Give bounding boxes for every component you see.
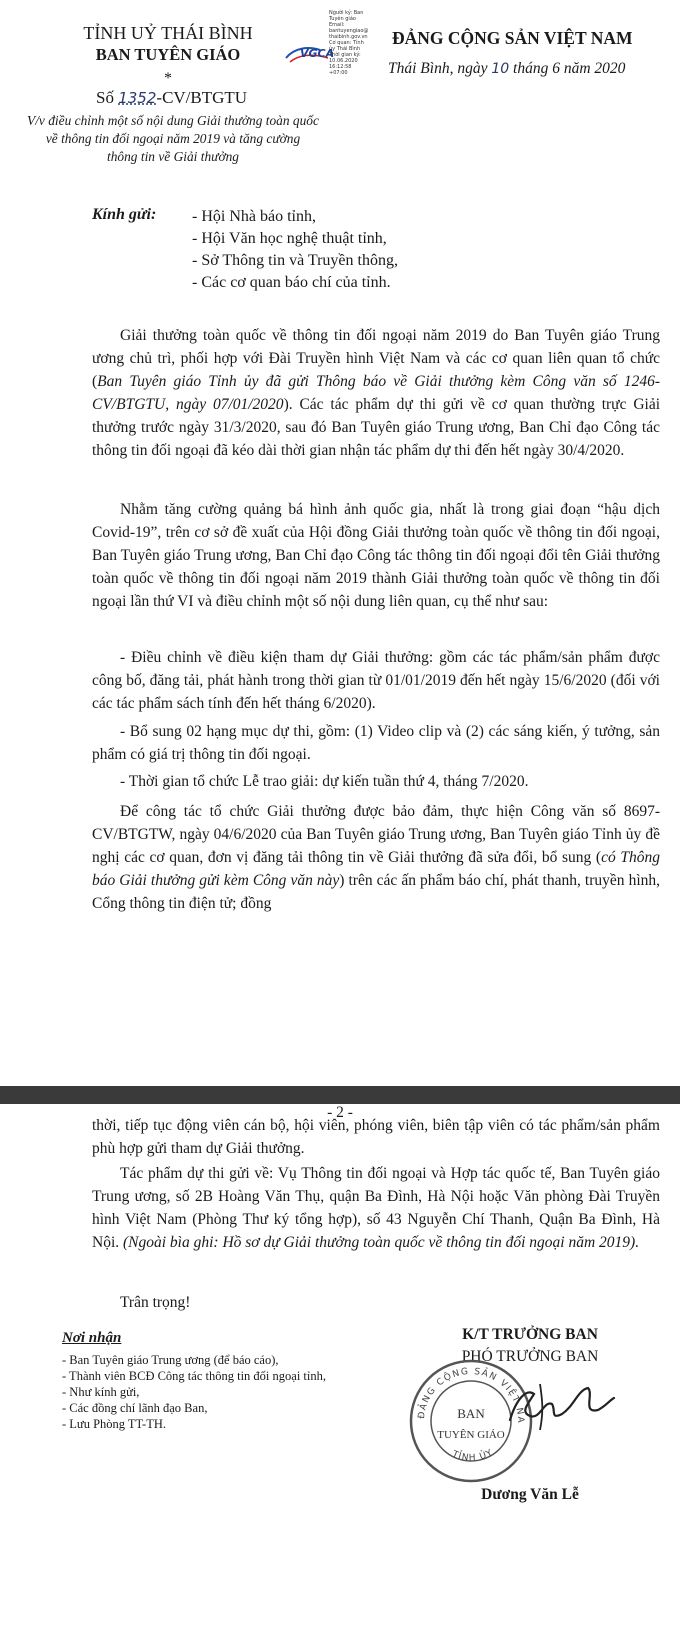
footer-recipient: - Như kính gửi,: [62, 1385, 140, 1399]
subject-line: về thông tin đối ngoại năm 2019 và tăng cường: [45, 131, 301, 146]
doc-number-handwritten: 1352: [118, 89, 157, 107]
doc-number: [96, 88, 247, 108]
paragraph-3-text: Để công tác tổ chức Giải thưởng được bảo đảm, thực hiện Công văn số 8697-CV/BTGTW, ngày 04/6/2020 của Ban Tuyên giáo Trung ương, Ban Tuyên giáo Tỉnh ủy đề nghị các cơ quan, đơn vị đăng tải thông tin về Giải thưởng đã sửa đổi, bổ sung (: [92, 803, 660, 866]
org-header: [68, 22, 268, 86]
footer-recipient: - Các đồng chí lãnh đạo Ban,: [62, 1401, 208, 1415]
stamp-center-2: TUYÊN GIÁO: [437, 1429, 505, 1441]
recipients-list: [192, 206, 398, 294]
bullet-3: - Thời gian tổ chức Lễ trao giải: dự kiến tuần thứ 4, tháng 7/2020.: [120, 773, 529, 790]
paragraph-1-italic: Ban Tuyên giáo Tỉnh ủy đã gửi Thông báo về Giải thưởng kèm Công văn số 1246-CV/BTGTU, ngày 07/01/2020: [92, 373, 660, 413]
esign-line: Người ký: Ban: [329, 10, 364, 16]
stamp-ring-text: ĐẢNG CỘNG SẢN VIỆT NA: [416, 1366, 526, 1425]
page-break-bar: [0, 1086, 680, 1104]
paragraph-send: [92, 1162, 660, 1254]
handwritten-signature: [470, 1370, 620, 1440]
esign-line: ủy Thái Bình: [329, 46, 361, 52]
esign-line: Tuyên giáo: [329, 16, 356, 22]
doc-number-suffix: -CV/BTGTU: [156, 88, 248, 107]
esign-logo-text: VGCA: [300, 47, 335, 60]
paragraph-1-text-end: ). Các tác phẩm dự thi gửi về cơ quan thường trực Giải thưởng trước ngày 31/3/2020, sau đó Ban Tuyên giáo Trung ương, Ban Chỉ đạo Công tác thông tin đối ngoại đã kéo dài thời gian nhận tác phẩm dự thi đến hết ngày 30/4/2020.: [92, 396, 660, 459]
recipients-title: Nơi nhận: [62, 1330, 122, 1346]
paragraph-continued: thời, tiếp tục động viên cán bộ, hội viên, phóng viên, biên tập viên có tác phẩm/sản phẩm phù hợp gửi tham dự Giải thưởng.: [92, 1117, 660, 1157]
page-number: - 2 -: [327, 1104, 353, 1121]
recipient-item: - Hội Nhà báo tỉnh,: [192, 208, 316, 225]
subject-line: V/v điều chỉnh một số nội dung Giải thưởng toàn quốc: [27, 113, 319, 128]
paragraph-3: [92, 800, 660, 915]
esign-line: thaibinh.gov.vn: [329, 34, 368, 40]
org-star: *: [164, 70, 172, 87]
doc-number-prefix: Số: [96, 88, 114, 107]
date-line: [388, 60, 625, 78]
signer-role-1: K/T TRƯỞNG BAN: [462, 1326, 598, 1343]
footer-recipient: - Ban Tuyên giáo Trung ương (để báo cáo),: [62, 1353, 279, 1367]
esign-line: 16:12:58: [329, 64, 352, 70]
signer-role-2: PHÓ TRƯỞNG BAN: [461, 1348, 599, 1365]
esign-line: bantuyengiao@: [329, 28, 369, 34]
paragraph-2: Nhằm tăng cường quảng bá hình ảnh quốc gia, nhất là trong giai đoạn “hậu dịch Covid-19”, trên cơ sở đề xuất của Hội đồng Giải thưởng toàn quốc về thông tin đối ngoại, Ban Tuyên giáo Trung ương, Ban Chỉ đạo Công tác thông tin đối ngoại đổi tên Giải thưởng toàn quốc về thông tin đối ngoại năm 2019 thành Giải thưởng toàn quốc về thông tin đối ngoại lần thứ VI và điều chỉnh một số nội dung liên quan, cụ thể như sau:: [92, 501, 660, 610]
esign-line: +07:00: [329, 70, 348, 76]
paragraph-send-text: Tác phẩm dự thi gửi về: Vụ Thông tin đối ngoại và Hợp tác quốc tế, Ban Tuyên giáo Trung ương, số 2B Hoàng Văn Thụ, quận Ba Đình, Hà Nội hoặc Văn phòng Đài Truyền hình Việt Nam (Phòng Thư ký tổng hợp), số 43 Nguyễn Chí Thanh, Quận Ba Đình, Hà Nội.: [92, 1165, 660, 1251]
date-prefix: Thái Bình, ngày: [388, 60, 488, 77]
signature-icon: [470, 1370, 620, 1440]
footer-recipient: - Lưu Phòng TT-TH.: [62, 1417, 166, 1431]
date-day-handwritten: 10: [491, 61, 510, 77]
date-year: năm 2020: [563, 60, 626, 77]
paragraph-3-italic: có Thông báo Giải thưởng gửi kèm Công văn này: [92, 849, 661, 889]
footer-recipient: - Thành viên BCĐ Công tác thông tin đối ngoại tỉnh,: [62, 1369, 326, 1383]
party-header: ĐẢNG CỘNG SẢN VIỆT NAM: [392, 28, 633, 48]
signer-name: Dương Văn Lễ: [481, 1486, 579, 1503]
esign-info: [329, 10, 391, 76]
subject-line: thông tin về Giải thưởng: [107, 149, 239, 164]
recipient-item: - Hội Văn học nghệ thuật tỉnh,: [192, 230, 387, 247]
esign-line: Email:: [329, 22, 345, 28]
stamp-center-1: BAN: [457, 1406, 485, 1421]
recipients-footer-list: [62, 1352, 326, 1432]
paragraph-3-text-end: ) trên các ấn phẩm báo chí, phát thanh, truyền hình, Cổng thông tin điện tử; đồng: [92, 872, 660, 912]
esign-line: Thời gian ký:: [329, 52, 361, 58]
subject-block: [4, 112, 342, 166]
org-province: TỈNH UỶ THÁI BÌNH: [83, 23, 253, 43]
paragraph-1: [92, 324, 660, 462]
paragraph-1-text: Giải thưởng toàn quốc về thông tin đối ngoại năm 2019 do Ban Tuyên giáo Trung ương chủ trì, phối hợp với Đài Truyền hình Việt Nam và các cơ quan liên quan tổ chức (: [92, 327, 660, 390]
bullet-2: - Bổ sung 02 hạng mục dự thi, gồm: (1) Video clip và (2) các sáng kiến, ý tưởng, sản phẩm có giá trị thông tin đối ngoại.: [92, 723, 660, 763]
recipient-item: - Sở Thông tin và Truyền thông,: [192, 252, 398, 269]
stamp-bottom-text: TỈNH ỦY: [450, 1447, 495, 1464]
bullet-1: - Điều chỉnh về điều kiện tham dự Giải thưởng: gồm các tác phẩm/sản phẩm được công bố, đăng tải, phát hành trong thời gian từ 01/01/2019 đến hết ngày 15/6/2020 (đối với các tác phẩm sách tính đến hết tháng 6/2020).: [92, 649, 660, 712]
esign-line: Cơ quan: Tỉnh: [329, 40, 364, 46]
esign-line: 10.06.2020: [329, 58, 358, 64]
org-dept: BAN TUYÊN GIÁO: [95, 45, 241, 64]
paragraph-send-italic: (Ngoài bìa ghi: Hồ sơ dự Giải thưởng toàn quốc về thông tin đối ngoại năm 2019).: [123, 1234, 640, 1251]
document-page-2: [0, 1104, 680, 1648]
recipient-item: - Các cơ quan báo chí của tỉnh.: [192, 274, 391, 291]
closing: Trân trọng!: [120, 1294, 191, 1311]
date-month: tháng 6: [513, 60, 560, 77]
recipients-label: Kính gửi:: [92, 206, 157, 223]
